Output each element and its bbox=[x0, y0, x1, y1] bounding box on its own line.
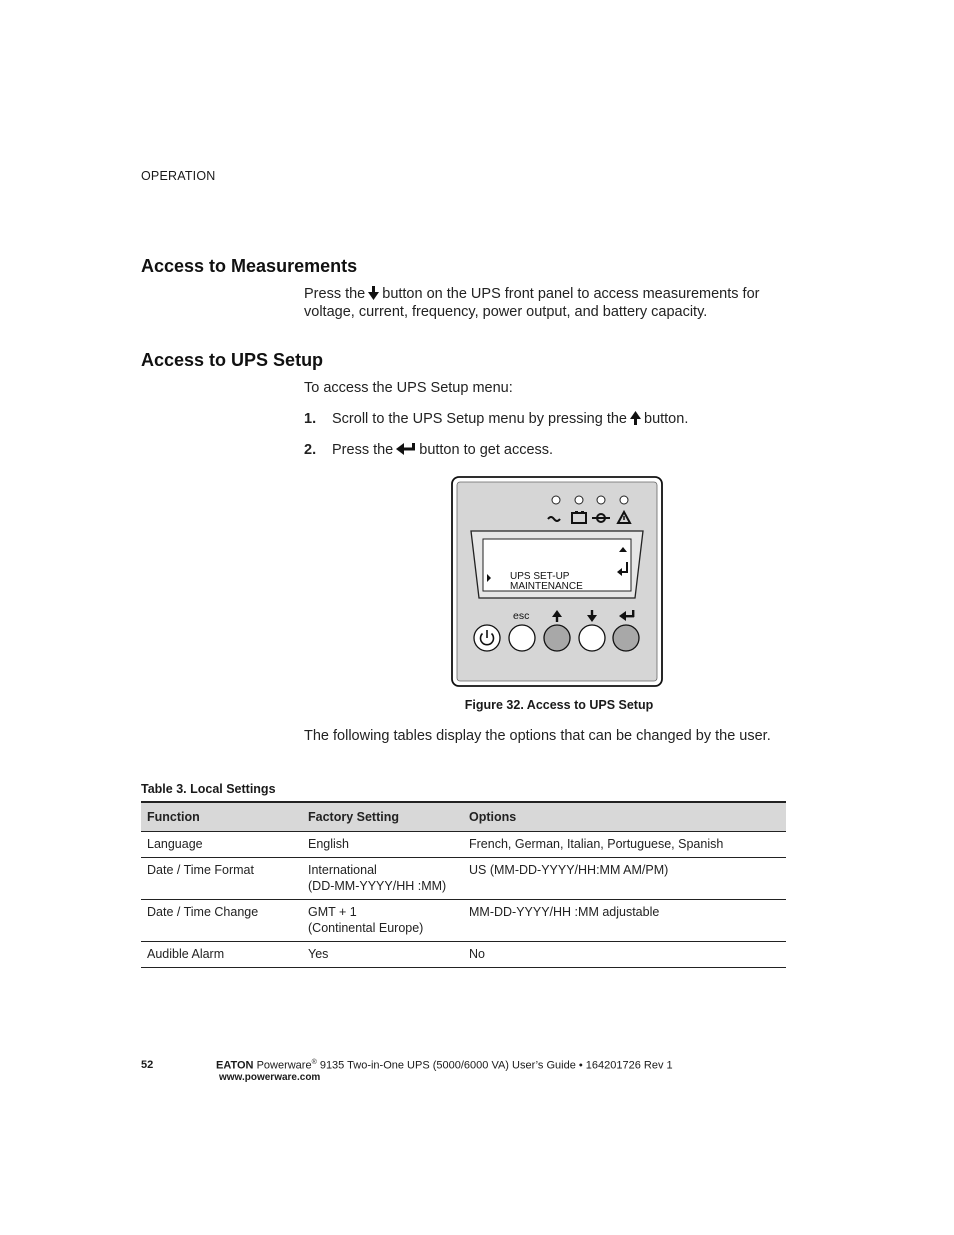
lcd-line-2: MAINTENANCE bbox=[510, 581, 583, 592]
esc-button[interactable] bbox=[509, 625, 535, 651]
footer-product: Powerware bbox=[256, 1059, 312, 1072]
step-text-before: Press the bbox=[332, 442, 394, 458]
local-settings-table bbox=[141, 801, 786, 968]
footer-url: www.powerware.com bbox=[219, 1072, 321, 1083]
section-label: OPERATION bbox=[141, 169, 216, 183]
col-header-function: Function bbox=[141, 802, 302, 832]
factory-line-1: Yes bbox=[308, 947, 329, 961]
cell-function: Audible Alarm bbox=[141, 942, 302, 968]
footer-brand: EATON bbox=[216, 1059, 254, 1072]
step-number: 1. bbox=[304, 411, 317, 427]
ups-front-panel-figure bbox=[450, 476, 664, 693]
table-header-row bbox=[141, 802, 786, 832]
cell-options: US (MM-DD-YYYY/HH:MM AM/PM) bbox=[463, 858, 786, 900]
step-number: 2. bbox=[304, 442, 317, 458]
step-text-after: button to get access. bbox=[419, 442, 554, 458]
front-panel-drawing bbox=[450, 476, 664, 688]
step-2 bbox=[304, 442, 553, 458]
cell-options: No bbox=[463, 942, 786, 968]
factory-line-1: English bbox=[308, 837, 349, 851]
figure-caption: Figure 32. Access to UPS Setup bbox=[464, 698, 654, 712]
cell-factory-setting bbox=[302, 942, 463, 968]
cell-factory-setting bbox=[302, 858, 463, 900]
enter-arrow-icon bbox=[396, 443, 416, 456]
measurements-text-before: Press the bbox=[304, 286, 366, 302]
on-off-button[interactable] bbox=[474, 625, 500, 651]
heading-measurements: Access to Measurements bbox=[141, 256, 358, 276]
factory-line-1: GMT + 1 bbox=[308, 905, 357, 919]
up-button[interactable] bbox=[544, 625, 570, 651]
factory-line-2: (Continental Europe) bbox=[308, 921, 424, 935]
step-1 bbox=[304, 411, 688, 427]
table-title: Table 3. Local Settings bbox=[141, 782, 276, 796]
step-text-before: Scroll to the UPS Setup menu by pressing the bbox=[332, 411, 627, 427]
cell-options: MM-DD-YYYY/HH :MM adjustable bbox=[463, 900, 786, 942]
down-button[interactable] bbox=[579, 625, 605, 651]
cell-function: Date / Time Change bbox=[141, 900, 302, 942]
enter-button[interactable] bbox=[613, 625, 639, 651]
lcd-line-1: UPS SET-UP bbox=[510, 571, 570, 582]
page-number: 52 bbox=[141, 1059, 154, 1071]
factory-line-2: (DD-MM-YYYY/HH :MM) bbox=[308, 879, 447, 893]
footer-rest: 9135 Two-in-One UPS (5000/6000 VA) User’s Guide • 164201726 Rev 1 bbox=[316, 1059, 673, 1072]
measurements-text-after: button on the UPS front panel to access measurements for voltage, current, frequency, power output, and battery capacity. bbox=[304, 286, 760, 320]
col-header-factory-setting: Factory Setting bbox=[302, 802, 463, 832]
setup-intro: To access the UPS Setup menu: bbox=[304, 380, 513, 396]
step-text-after: button. bbox=[644, 411, 689, 427]
table-row bbox=[141, 942, 786, 968]
table-row bbox=[141, 858, 786, 900]
table-row bbox=[141, 900, 786, 942]
cell-factory-setting bbox=[302, 832, 463, 858]
cell-function: Language bbox=[141, 832, 302, 858]
table-row bbox=[141, 832, 786, 858]
cell-factory-setting bbox=[302, 900, 463, 942]
footer-title bbox=[216, 1059, 673, 1072]
cell-function: Date / Time Format bbox=[141, 858, 302, 900]
col-header-options: Options bbox=[463, 802, 786, 832]
following-tables-text: The following tables display the options that can be changed by the user. bbox=[304, 728, 771, 744]
cell-options: French, German, Italian, Portuguese, Spanish bbox=[463, 832, 786, 858]
factory-line-1: International bbox=[308, 863, 377, 877]
up-arrow-icon bbox=[630, 411, 641, 425]
esc-label: esc bbox=[513, 610, 530, 622]
footer-reg: ® bbox=[311, 1059, 317, 1066]
heading-ups-setup: Access to UPS Setup bbox=[141, 350, 324, 370]
down-arrow-icon bbox=[368, 286, 379, 300]
measurements-paragraph bbox=[304, 285, 794, 321]
